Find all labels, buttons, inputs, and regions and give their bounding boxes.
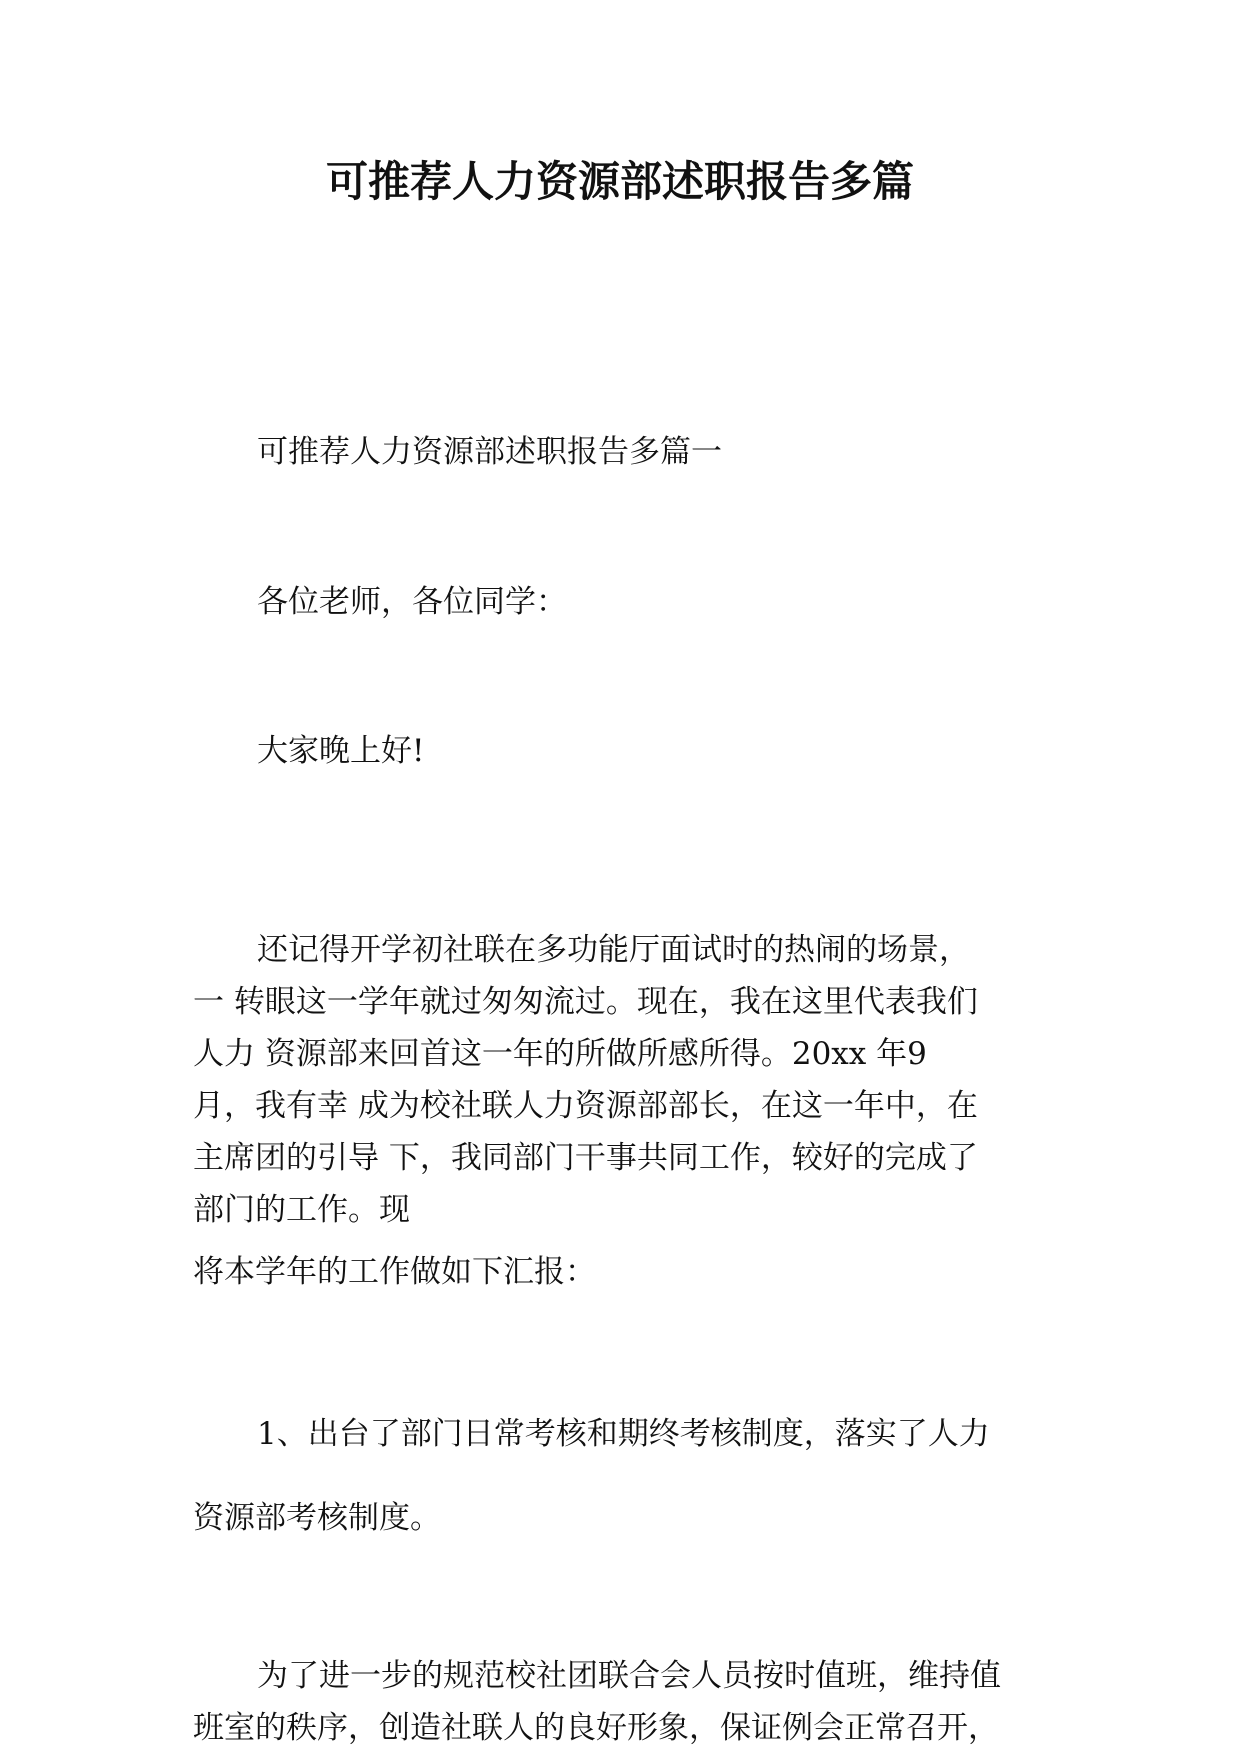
paragraph-line: 班室的秩序，创造社联人的良好形象，保证例会正常召开， <box>193 1710 999 1746</box>
list-item-1-line-2: 资源部考核制度。 <box>193 1500 441 1536</box>
document-title: 可推荐人力资源部述职报告多篇 <box>325 157 914 206</box>
paragraph-line: 部门的工作。现 <box>193 1192 410 1228</box>
paragraph-line: 人力 资源部来回首这一年的所做所感所得。20xx 年9 <box>193 1036 927 1072</box>
paragraph-line: 还记得开学初社联在多功能厅面试时的热闹的场景， <box>257 932 970 968</box>
paragraph-line: 为了进一步的规范校社团联合会人员按时值班，维持值 <box>257 1658 1001 1694</box>
paragraph-1-tail: 将本学年的工作做如下汇报： <box>193 1254 596 1290</box>
paragraph-2 <box>193 1650 1053 1754</box>
salutation: 各位老师，各位同学： <box>257 584 567 620</box>
paragraph-line: 一 转眼这一学年就过匆匆流过。现在，我在这里代表我们 <box>193 984 978 1020</box>
paragraph-line: 主席团的引导 下，我同部门干事共同工作，较好的完成了 <box>193 1140 978 1176</box>
section-heading: 可推荐人力资源部述职报告多篇一 <box>257 434 722 470</box>
list-item-1-line-1: 1、出台了部门日常考核和期终考核制度，落实了人力 <box>257 1416 990 1452</box>
greeting: 大家晚上好! <box>257 733 425 769</box>
paragraph-line: 月，我有幸 成为校社联人力资源部部长，在这一年中，在 <box>193 1088 978 1124</box>
paragraph-1 <box>193 924 1053 1236</box>
